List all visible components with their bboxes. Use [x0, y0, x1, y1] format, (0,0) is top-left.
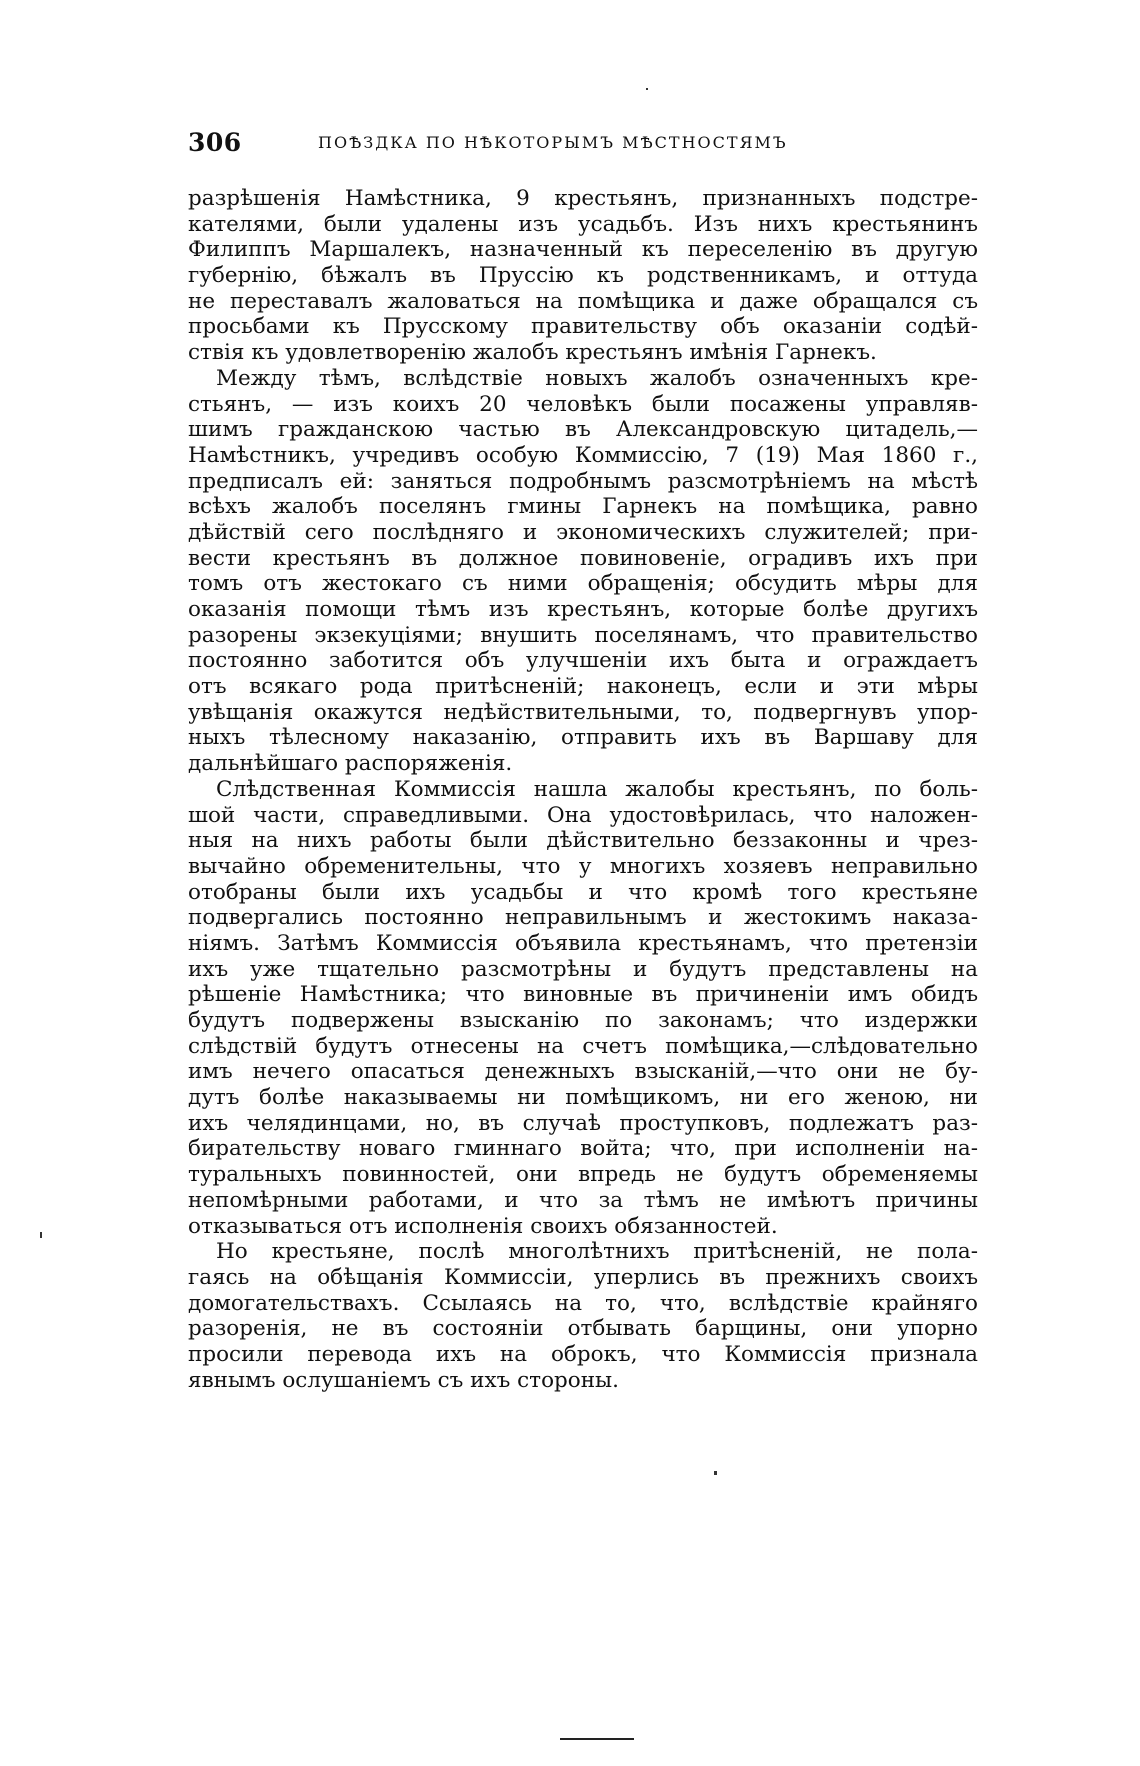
text-line: всѣхъ жалобъ поселянъ гмины Гарнекъ на помѣщика, равно [188, 494, 978, 520]
text-line: оказанія помощи тѣмъ изъ крестьянъ, которые болѣе другихъ [188, 597, 978, 622]
page-number: 306 [188, 128, 242, 157]
text-line: отъ всякаго рода притѣсненій; наконецъ, если и эти мѣры [188, 674, 978, 700]
text-line: ихъ челядинцами, но, въ случаѣ проступковъ, подлежатъ раз- [188, 1110, 978, 1136]
text-line: ихъ уже тщательно разсмотрѣны и будутъ представлены на [188, 956, 978, 982]
text-line: непомѣрными работами, и что за тѣмъ не имѣютъ причины [188, 1187, 978, 1213]
text-line: просьбами къ Прусскому правительству объ оказаніи содѣй- [188, 314, 978, 340]
text-line: предписалъ ей: заняться подробнымъ разсмотрѣніемъ на мѣстѣ [188, 468, 978, 494]
text-line: разоренія, не въ состояніи отбывать барщины, они упорно [188, 1316, 978, 1342]
paragraph [188, 186, 978, 366]
text-line: дутъ болѣе наказываемы ни помѣщикомъ, ни его женою, ни [188, 1085, 978, 1111]
text-line: Намѣстникъ, учредивъ особую Коммиссію, 7 (19) Мая 1860 г., [188, 442, 978, 468]
text-line: ствія къ удовлетворенію жалобъ крестьянъ имѣнія Гарнекъ. [188, 340, 877, 366]
text-line: разрѣшенія Намѣстника, 9 крестьянъ, признанныхъ подстре- [188, 186, 978, 211]
text-line: рѣшеніе Намѣстника; что виновные въ причиненіи имъ обидъ [188, 982, 978, 1008]
text-line: Слѣдственная Коммиссія нашла жалобы крестьянъ, по боль- [216, 776, 978, 802]
print-speck [40, 1232, 42, 1238]
text-line: отказываться отъ исполненія своихъ обязанностей. [188, 1213, 778, 1239]
text-line: разорены экзекуціями; внушить поселянамъ, что правительство [188, 622, 978, 648]
paragraph [188, 366, 978, 777]
paragraph [188, 777, 978, 1239]
text-line: домогательствахъ. Ссылаясь на то, что, вслѣдствіе крайняго [188, 1290, 978, 1316]
text-line: отобраны были ихъ усадьбы и что кромѣ того крестьяне [188, 879, 978, 905]
text-line: явнымъ ослушаніемъ съ ихъ стороны. [188, 1367, 619, 1393]
paragraph [188, 1239, 978, 1393]
text-line: стьянъ, — изъ коихъ 20 человѣкъ были посажены управляв- [188, 391, 978, 417]
running-title: ПОѢЗДКА ПО НѢКОТОРЫМЪ МѢСТНОСТЯМЪ [318, 133, 788, 152]
text-line: не переставалъ жаловаться на помѣщика и даже обращался съ [188, 288, 978, 314]
text-line: Но крестьяне, послѣ многолѣтнихъ притѣсненій, не пола- [216, 1239, 978, 1265]
text-line: вести крестьянъ въ должное повиновеніе, оградивъ ихъ при [188, 545, 978, 571]
page-header [188, 128, 978, 164]
text-line: кателями, были удалены изъ усадьбъ. Изъ нихъ крестьянинъ [188, 211, 978, 237]
text-line: Филиппъ Маршалекъ, назначенный къ переселенію въ другую [188, 237, 978, 263]
text-line: ныя на нихъ работы были дѣйствительно беззаконны и чрез- [188, 828, 978, 854]
text-line: будутъ подвержены взысканію по законамъ; что издержки [188, 1008, 978, 1033]
text-line: губернію, бѣжалъ въ Пруссію къ родственникамъ, и оттуда [188, 263, 978, 289]
text-line: шой части, справедливыми. Она удостовѣрилась, что наложен- [188, 802, 978, 828]
text-line: дальнѣйшаго распоряженія. [188, 751, 513, 777]
text-line: туральныхъ повинностей, они впредь не будутъ обременяемы [188, 1162, 978, 1188]
text-line: увѣщанія окажутся недѣйствительными, то, подвергнувъ упор- [188, 699, 978, 725]
text-line: Между тѣмъ, вслѣдствіе новыхъ жалобъ означенныхъ кре- [216, 365, 978, 391]
text-line: подвергались постоянно неправильнымъ и жестокимъ наказа- [188, 905, 978, 931]
text-line: ныхъ тѣлесному наказанію, отправить ихъ въ Варшаву для [188, 725, 978, 751]
print-speck [714, 1471, 717, 1475]
footer-rule [560, 1738, 634, 1740]
text-line: слѣдствій будутъ отнесены на счетъ помѣщика,—слѣдовательно [188, 1033, 978, 1059]
text-line: просили перевода ихъ на оброкъ, что Коммиссія признала [188, 1341, 978, 1367]
text-line: бирательству новаго гминнаго войта; что, при исполненіи на- [188, 1136, 978, 1162]
text-line: дѣйствій сего послѣдняго и экономическихъ служителей; при- [188, 519, 978, 545]
print-speck [646, 88, 648, 90]
text-line: ніямъ. Затѣмъ Коммиссія объявила крестьянамъ, что претензіи [188, 930, 978, 956]
text-line: постоянно заботится объ улучшеніи ихъ быта и ограждаетъ [188, 648, 978, 674]
text-line: вычайно обременительны, что у многихъ хозяевъ неправильно [188, 853, 978, 879]
body-text [188, 186, 978, 1393]
text-line: шимъ гражданскою частью въ Александровскую цитадель,— [188, 417, 978, 443]
text-line: томъ отъ жестокаго съ ними обращенія; обсудить мѣры для [188, 571, 978, 597]
text-line: гаясь на обѣщанія Коммиссіи, уперлись въ прежнихъ своихъ [188, 1264, 978, 1290]
text-line: имъ нечего опасаться денежныхъ взысканій,—что они не бу- [188, 1059, 978, 1085]
